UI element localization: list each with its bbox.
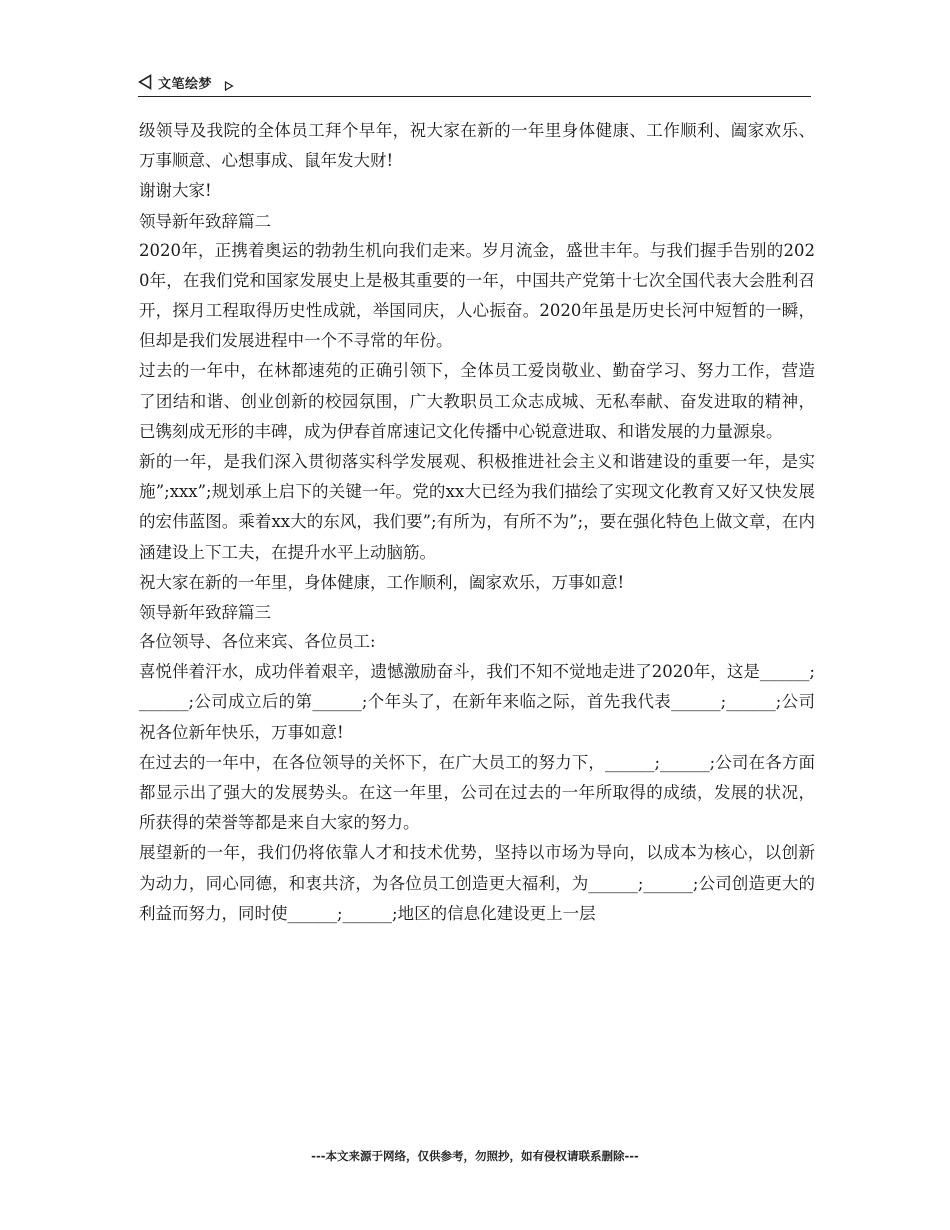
paragraph: 喜悦伴着汗水，成功伴着艰辛，遗憾激励奋斗，我们不知不觉地走进了2020年，这是______;______;公司成立后的第______;个年头了，在新年来临之际，首先我代表______;______;公司祝各位新年快乐，万事如意! [139, 662, 815, 742]
paragraph: 祝大家在新的一年里，身体健康，工作顺利，阖家欢乐，万事如意! [139, 572, 625, 592]
page-header [138, 70, 811, 97]
page-footer-disclaimer: ---本文来源于网络，仅供参考，勿照抄，如有侵权请联系删除--- [311, 1149, 639, 1163]
paragraph: 在过去的一年中，在各位领导的关怀下，在广大员工的努力下，______;______;公司在各方面都显示出了强大的发展势头。在这一年里，公司在过去的一年所取得的成绩，发展的状况，所获得的荣誉等都是来自大家的努力。 [139, 752, 815, 833]
paragraph: 新的一年，是我们深入贯彻落实科学发展观、积极推进社会主义和谐建设的重要一年，是实施”;xxx”;规划承上启下的关键一年。党的xx大已经为我们描绘了实现文化教育又好又快发展的宏伟蓝图。乘着xx大的东风，我们要”;有所为，有所不为”;，要在强化特色上做文章，在内涵建设上下工夫，在提升水平上动脑筋。 [139, 452, 815, 562]
paragraph: 展望新的一年，我们仍将依靠人才和技术优势，坚持以市场为导向，以成本为核心，以创新为动力，同心同德，和衷共济，为各位员工创造更大福利，为______;______;公司创造更大的利益而努力，同时使______;______;地区的信息化建设更上一层 [139, 843, 815, 923]
triangle-right-icon [224, 76, 234, 86]
paragraph: 各位领导、各位来宾、各位员工: [139, 632, 376, 652]
header-title: 文笔绘梦 [158, 77, 213, 92]
paragraph: 谢谢大家! [139, 181, 212, 201]
section-heading: 领导新年致辞篇二 [139, 211, 271, 231]
paragraph: 过去的一年中，在林都速苑的正确引领下，全体员工爱岗敬业、勤奋学习、努力工作，营造了团结和谐、创业创新的校园氛围，广大教职员工众志成城、无私奉献、奋发进取的精神，已镌刻成无形的丰碑，成为伊春首席速记文化传播中心锐意进取、和谐发展的力量源泉。 [139, 361, 815, 441]
document-body [139, 116, 815, 929]
triangle-left-icon [138, 74, 152, 90]
paragraph: 2020年，正携着奥运的勃勃生机向我们走来。岁月流金，盛世丰年。与我们握手告别的2020年，在我们党和国家发展史上是极其重要的一年，中国共产党第十七次全国代表大会胜利召开，探月工程取得历史性成就，举国同庆，人心振奋。2020年虽是历史长河中短暂的一瞬，但却是我们发展进程中一个不寻常的年份。 [139, 240, 815, 351]
section-heading: 领导新年致辞篇三 [139, 603, 271, 623]
paragraph: 级领导及我院的全体员工拜个早年，祝大家在新的一年里身体健康、工作顺利、阖家欢乐、万事顺意、心想事成、鼠年发大财! [139, 121, 815, 171]
